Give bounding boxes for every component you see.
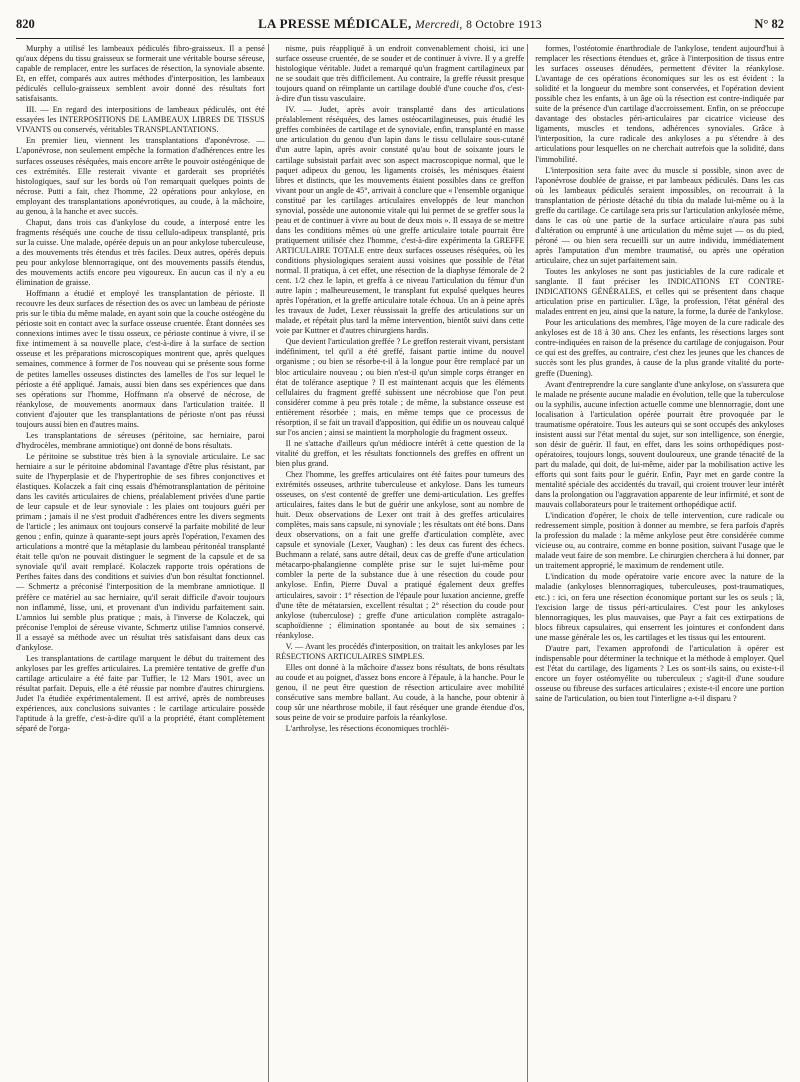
paragraph: Elles ont donné à la mâchoire d'assez bons résultats, de bons résultats au coude et au poignet, d'assez bons encore à l'épaule, à la hanche. Pour le genou, il ne peut être question de résection articulaire avec mobilité consécutive sans membre ballant. Au coude, à la hanche, pour obtenir à coup sûr une néarthrose mobile, il faut réséquer une grande étendue d'os, sous peine de voir se produire parfois la réankylose. [275, 662, 525, 723]
paragraph: Que devient l'articulation greffée ? Le greffon resterait vivant, persistant indéfiniment, tel qu'il a été greffé, faisant partie intime du nouvel organisme ; ou bien se résorbe-t-il à la longue pour être remplacé par un bloc articulaire nouveau ; ou bien n'est-il qu'un simple corps étranger en état de tolérance aseptique ? Il est maintenant acquis que les éléments cellulaires du fragment greffé subissent une nécrobiose que l'on peut considérer comme à peu près totale ; de même, la substance osseuse est entièrement résorbée ; mais, en même temps que ce processus de résorption, il se fait un travail d'apposition, qui édifie un os nouveau calqué sur l'os ancien ; ainsi se maintient la morphologie du fragment osseux. [275, 337, 525, 437]
paragraph: IV. — Judet, après avoir transplanté dans des articulations préalablement réséquées, des lames ostéocartilagineuses, puis étudié les greffes combinées de cartilage et de synoviale, enfin, transplanté en masse une articulation du genou d'un lapin dans le tissu cellulaire sous-cutané d'un autre lapin, après avoir constaté qu'au bout de soixante jours le cartilage subsistait parfait avec son aspect macroscopique normal, que le paquet adipeux du genou, les ligaments croisés, les ménisques étaient libres et distincts, que les mouvements étaient possibles dans ce greffon vivant pour un angle de 45°, arrivait à conclure que « l'ensemble organique constitué par les cartilages articulaires enveloppés de leur manchon synovial, possède une autonomie vitale qui lui permet de se greffer sous la peau et de continuer à vivre au bout de deux mois ». Il essaya de se mettre dans les conditions mêmes où une greffe articulaire totale pourrait être pratiquement utilisée chez l'homme, c'est-à-dire expérimenta la GREFFE ARTICULAIRE TOTALE entre deux surfaces osseuses réséquées, où les conditions physiologiques seraient aussi voisines que possible de l'état normal. Il pratiqua, à cet effet, une résection de la diaphyse fémorale de 2 cent. 1/2 chez le lapin, et greffa à ce niveau l'articulation du fémur d'un autre lapin ; malheureusement, le transplant fut expulsé quelques heures après l'opération, et la greffe articulaire totale échoua. Un an à peine après les travaux de Judet, Lexer réussissait la greffe des articulations sur un malade, et répétait plus tard la même intervention, bientôt suivi dans cette voie par Kuttner et d'autres chirurgiens hardis. [275, 105, 525, 336]
paragraph: Avant d'entreprendre la cure sanglante d'une ankylose, on s'assurera que le malade ne présente aucune maladie en évolution, telle que la tuberculose ou la syphilis, aucune infection actuelle comme une blennorragie, dont une localisation à l'articulation opérée pourrait être provoquée par le traumatisme opératoire. Tous les auteurs qui se sont occupés des ankyloses insistent aussi sur l'état mental du sujet, sur son intelligence, son énergie, son désir de guérir. Il faut, en effet, dans les soins orthopédiques post-opératoires, toujours longs, souvent douloureux, une grande ténacité de la part du malade, qui doit, de lui-même, aider par la mobilisation active les efforts qui sont faits pour le guérir. Enfin, Payr met en garde contre la mentalité spéciale des accidentés du travail, qui croient trouver leur intérêt dans la prolongation ou l'aggravation apparente de leur infirmité, et sont de mauvais collaborateurs pour le traitement orthopédique actif. [535, 379, 785, 510]
column-rule [527, 44, 532, 1082]
paragraph: Chaput, dans trois cas d'ankylose du coude, a interposé entre les fragments réséqués une couche de tissu cellulo-adipeux transplanté, pris sur la cuisse. Une malade, opérée depuis un an pour ankylose tuberculeuse, a des mouvements très étendus et très faciles. Deux autres, opérés depuis peu pour ankylose blennorragique, ont des mouvements passifs étendus, des mouvements actifs encore peu vigoureux. En aucun cas il n'y a eu élimination de graisse. [16, 217, 265, 288]
paragraph: Toutes les ankyloses ne sont pas justiciables de la cure radicale et sanglante. Il faut préciser les INDICATIONS ET CONTRE-INDICATIONS GÉNÉRALES, et celles qui se présentent dans chaque articulation prise en particulier. L'âge, la profession, l'état général des malades entrent en jeu, ainsi que la nature, la forme, la durée de l'ankylose. [535, 267, 785, 317]
paragraph: III. — En regard des interpositions de lambeaux pédiculés, ont été essayées les INTERPOSITIONS DE LAMBEAUX LIBRES DE TISSUS VIVANTS ou conservés, véritables TRANSPLANTATIONS. [16, 105, 265, 135]
paragraph: L'arthrolyse, les résections économiques trochléi- [285, 724, 450, 734]
paragraph: Pour les articulations des membres, l'âge moyen de la cure radicale des ankyloses est de 18 à 30 ans. Chez les enfants, les résections larges sont contre-indiquées en raison de la présence du cartilage de conjugaison. Pour ce qui est des greffes, au contraire, c'est chez les jeunes que les chances de succès sont les plus grandes, à cause de la plus grande vitalité du porte-greffe (Duening). [535, 318, 785, 378]
weekday: Mercredi, [415, 19, 463, 31]
issue-number: N° 82 [754, 17, 784, 31]
paragraph: nisme, puis réappliqué à un endroit convenablement choisi, ici une surface osseuse cruentée, de se souder et de continuer à vivre. Il y a greffe histologique véritable. Judet a remarqué qu'un fragment cartilagineux par ne se soudait que très difficilement. Au contraire, la greffe réussit presque toujours quand on réimplante un cartilage doublé d'une couche d'os, c'est-à-dire d'un tissu vasculaire. [275, 44, 525, 104]
journal-name: LA PRESSE MÉDICALE, [258, 16, 412, 31]
paragraph: Murphy a utilisé les lambeaux pédiculés fibro-graisseux. Il a pensé qu'aux dépens du tissu graisseux se formerait une véritable bourse séreuse, capable de remplacer, entre les surfaces de résection, la synoviale absente. Et, en effet, comparés aux autres méthodes d'interposition, les lambeaux pédiculés cellulo-graisseux semblent avoir donné des résultats fort satisfaisants. [16, 44, 265, 104]
paragraph: V. — Avant les procédés d'interposition, on traitait les ankyloses par les RÉSECTIONS ARTICULAIRES SIMPLES. [275, 641, 525, 661]
paragraph: L'indication du mode opératoire varie encore avec la nature de la maladie (ankyloses blennorragiques, tuberculeuses, post-traumatiques, etc.) : ici, on fera une résection économique portant sur les os seuls ; là, l'excision large de tissus péri-articulaires. C'est pour les ankyloses blennorragiques, les plus mauvaises, que Payr a fait ces extirpations de blocs fibreux capsulaires, qui enserrent les jointures et confondent dans une masse générale les os, les cartilages et les tissus qui les entourent. [535, 572, 785, 642]
column-2 [276, 44, 525, 1082]
paragraph: Les transplantations de cartilage marquent le début du traitement des ankyloses par les greffes articulaires. La première tentative de greffe d'un cartilage articulaire a été faite par Tuffier, le 12 Mars 1901, avec un résultat parfait. Depuis, elle a été réussie par nombre d'autres chirurgiens. Judet l'a étudiée expérimentalement. Il est arrivé, après de nombreuses expériences, aux conclusions suivantes : le cartilage articulaire possède l'aptitude à la greffe, c'est-à-dire qu'il a la propriété, étant complètement séparé de l'orga- [16, 653, 265, 734]
paragraph: L'interposition sera faite avec du muscle si possible, sinon avec de l'aponévrose doublée de graisse, et par lambeaux pédiculés. Dans les cas où les lambeaux pédiculés seraient impossibles, on recourrait à la transplantation de périoste détaché du tibia du malade lui-même ou à la greffe du cartilage. Ce cartilage sera pris sur l'articulation ankylosée même, dans le cas où une partie de la surface articulaire n'aura pas subi d'altération ou emprunté à une articulation du même sujet — os du pied, péroné — ou bien sera recueilli sur un autre individu, immédiatement après l'amputation d'un membre traumatisé, ou après une opération articulaire, chez un sujet parfaitement sain. [535, 165, 785, 265]
column-rule [268, 44, 273, 1082]
paragraph: Le péritoine se substitue très bien à la synoviale articulaire. Le sac herniaire a sur le péritoine abdominal l'avantage d'être plus résistant, par suite de l'hyperplasie et de l'hypertrophie de ses fibres conjonctives et élastiques. Kolaczek a fait cinq essais d'hémotransplantation de péritoine dans les cavités articulaires de chiens, préalablement privées d'une partie de leur capsule et de leur synoviale : les plaies ont toujours guéri per primam ; jamais il ne s'est produit d'adhérences entre les divers segments de l'article ; les animaux ont toujours conservé la parfaite mobilité de leur genou ; enfin, quinze à quarante-sept jours après l'opération, l'examen des articulations a montré que la métaplasie du lambeau péritonéal transplanté était telle qu'on ne pouvait distinguer le segment de la capsule et de sa synoviale qu'il avait remplacé. Kolaczek rapporte trois opérations de Perthes faites dans des conditions et suivies d'un bon résultat fonctionnel. — Schmertz a préconisé l'interposition de la membrane amniotique. Il préfère ce matériel au sac herniaire, qu'il serait difficile d'avoir toujours non inflammé, lisse, uni, et provenant d'un individu parfaitement sain. L'amnios lui semble plus pratique ; mais, à l'inverse de Kolaczek, qui préconise l'emploi de séreuse vivante, Schmertz utilise l'amnios conservé. Il a essayé sa méthode avec un résultat très satisfaisant dans deux cas d'ankylose. [16, 451, 265, 652]
paragraph: Hoffmann a étudié et employé les transplantation de périoste. Il recouvre les deux surfaces de résection des os avec un lambeau de périoste pris sur le tibia du même malade, en ayant soin que la couche ostéogène du périoste soit en contact avec la surface osseuse cruentée. Étant données ses connexions intimes avec le tissu osseux, ce périoste continue à vivre, il se fixe intimement à sa nouvelle place, c'est-à-dire à la surface de section osseuse et les préparations microscopiques montrent que, après quelques semaines, commence à former de l'os nouveau qui se présente sous forme de petites lamelles osseuses distinctes des lamelles de l'os sur lequel le périoste a été appliqué. Jamais, aussi bien dans ses expériences que dans ses opérations sur l'homme, Hoffmann n'a observé de nécrose, de réankylose, de mouvements anormaux dans l'articulation traitée. Il convient d'ajouter que les transplantations de périoste n'ont pas réussi toujours aussi bien en d'autres mains. [16, 289, 265, 429]
column-1 [16, 44, 265, 1082]
paragraph: En premier lieu, viennent les transplantations d'aponévrose. — L'aponévrose, non seulement empêche la formation d'adhérences entre les surfaces osseuses réséquées, mais encore arrête le pouvoir ostéogénique de ces extrémités. Elle resterait vivante et garderait ses propriétés histologiques, sauf sur les bords où l'on remarquait quelques points de nécrose. Putti a fait, chez l'homme, 22 opérations pour ankylose, en employant des transplantations aponévrotiques, au coude, à la mâchoire, au genou, à la hanche et avec succès. [16, 136, 265, 216]
column-3 [535, 44, 784, 1082]
paragraph: Les transplantations de séreuses (péritoine, sac herniaire, paroi d'hydrocèles, membrane amniotique) ont donné de bons résultats. [16, 430, 265, 450]
paragraph: Chez l'homme, les greffes articulaires ont été faites pour tumeurs des extrémités osseuses, arthrite tuberculeuse et ankylose. Dans les tumeurs osseuses, on s'est contenté de greffer une demi-articulation. Les greffes articulaires, faites dans le but de guérir une ankylose, sont au nombre de huit. Deux observations de Lexer ont trait à des greffes articulaires complètes, mais sans capsule, ni synoviale ; les résultats ont été bons. Dans deux observations, on a fait une greffe d'articulation complète, avec capsule et synoviale (Lexer, Vaughan) : les deux cas furent des échecs. Buchmann a relaté, sans autre détail, deux cas de greffe d'une articulation métacarpo-phalangienne complète prise sur le sujet lui-même pour combler la perte de la substance due à une résection du coude pour ankylose. Enfin, Pierre Duval a pratiqué également deux greffes articulaires, savoir : 1° résection de l'épaule pour luxation ancienne, greffe d'une tête de métatarsien, excellent résultat ; 2° résection du coude pour ankylose (tuberculose) ; greffe d'une articulation complète astragalo-scaphoïdienne ; élimination spontanée au bout de six semaines ; réankylose. [275, 469, 525, 640]
journal-title-line [76, 16, 724, 32]
page-header [16, 16, 784, 39]
paragraph: Il ne s'attache d'ailleurs qu'un médiocre intérêt à cette question de la vitalité du greffon, et les résultats fonctionnels des greffes en offrent un bien plus grand. [275, 438, 525, 468]
paragraph: L'indication d'opérer, le choix de telle intervention, cure radicale ou redressement simple, position à donner au membre, se fera parfois d'après la profession du malade : la même ankylose peut être considérée comme vicieuse ou, au contraire, comme en bonne position, suivant l'usage que le malade veut faire de son membre. Le chirurgien cherchera à lui donner, par un traitement approprié, le maximum de rendement utile. [535, 511, 785, 571]
page-number: 820 [16, 17, 35, 31]
paragraph: D'autre part, l'examen approfondi de l'articulation à opérer est indispensable pour déterminer la technique et la méthode à employer. Quel est l'état du cartilage, des ligaments ? Les os sont-ils sains, ou existe-t-il encore un foyer ostéomyélite ou tuberculeux ; s'agit-il d'une soudure osseuse ou fibreuse des surfaces articulaires ; existe-t-il encore une portion saine de l'articulation, ou bien tout l'interligne a-t-il disparu ? [535, 643, 785, 703]
article-columns [16, 44, 784, 1082]
issue-date: 8 Octobre 1913 [466, 19, 542, 31]
paragraph: formes, l'ostéotomie énarthrodiale de l'ankylose, tendent aujourd'hui à remplacer les résections étendues et, grâce à l'interposition de tissus entre les surfaces osseuses dénudées, permettent d'éviter la réankylose. L'avantage de ces opérations économiques sur les os est évident : la solidité et la longueur du membre sont conservées, et l'opération devient possible chez les enfants, à un âge où la résection est contre-indiquée par suite de la présence d'un cartilage d'accroissement. Enfin, on se préoccupe davantage des obstacles péri-articulaires par cicatrice vicieuse des ligaments, muscles et tendons, adhérences synoviales. Grâce à l'interposition, la cure radicale des ankyloses a pu s'étendre à des articulations pour lesquelles on ne cherchait autrefois que la solidité, dans l'immobilité. [535, 44, 785, 164]
